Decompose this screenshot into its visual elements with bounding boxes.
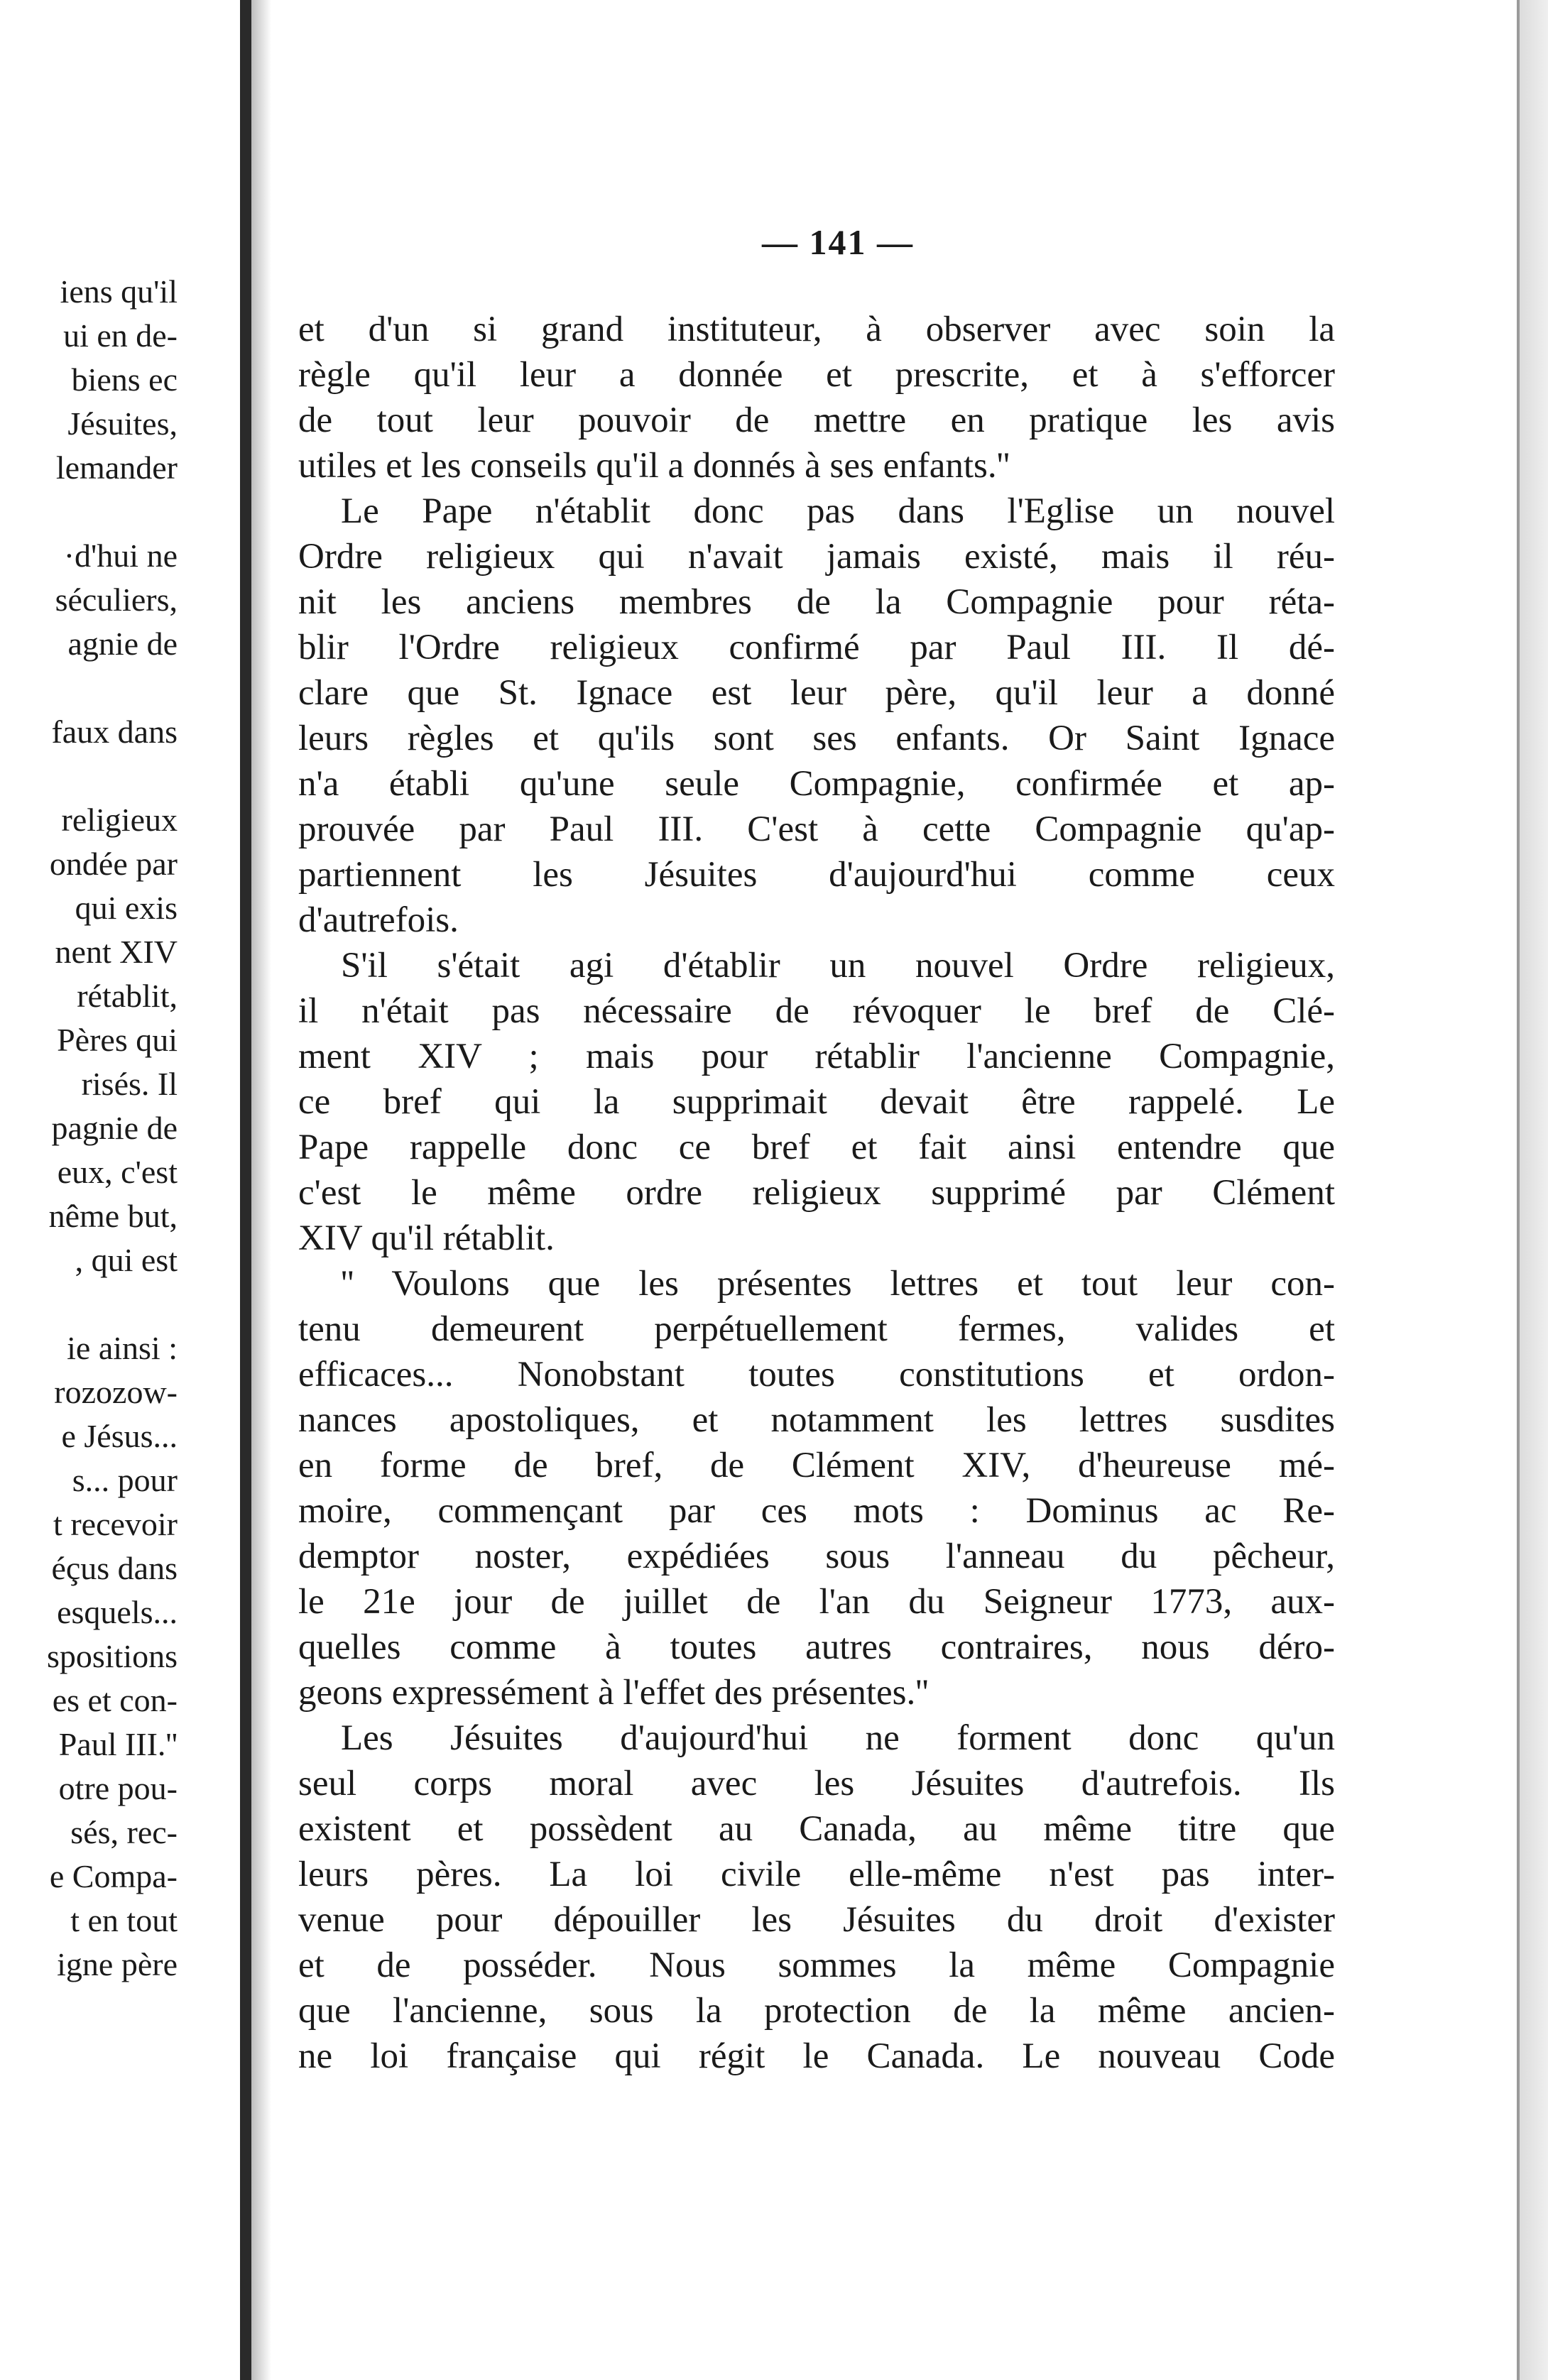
left-page-line: nême but, [48,1198,178,1234]
left-page-line: rétablit, [77,978,178,1014]
left-page-line: religieux [61,802,178,838]
left-page-line: t en tout [70,1902,178,1938]
text-line: tenu demeurent perpétuellement fermes, valides et [298,1309,1335,1349]
left-page-line: eux, c'est [57,1154,178,1190]
text-line: n'a établi qu'une seule Compagnie, confirmée et ap- [298,764,1335,804]
text-line: que l'ancienne, sous la protection de la même ancien- [298,1991,1335,2031]
text-line: moire, commençant par ces mots : Dominus ac Re- [298,1491,1335,1531]
left-page-line: lemander [55,449,178,486]
text-line: leurs pères. La loi civile elle-même n'est pas inter- [298,1855,1335,1894]
left-page-line: iens qu'il [60,273,178,310]
text-line: le 21e jour de juillet de l'an du Seigneur 1773, aux- [298,1582,1335,1622]
left-page-line: spositions [46,1638,178,1674]
left-page-line: , qui est [75,1242,178,1278]
text-line: règle qu'il leur a donnée et prescrite, et à s'efforcer [298,355,1335,395]
text-line: et d'un si grand instituteur, à observer avec soin la [298,310,1335,349]
left-page-line: t recevoir [53,1506,178,1542]
left-page-line: ie ainsi : [67,1330,178,1366]
left-page-line: igne père [57,1946,178,1982]
text-line: existent et possèdent au Canada, au même titre que [298,1809,1335,1849]
left-page-line: ·d'hui ne [63,537,178,574]
text-line: de tout leur pouvoir de mettre en pratique les avis [298,400,1335,440]
left-page-line: risés. Il [81,1066,178,1102]
left-page-line: Paul III.'' [58,1726,178,1762]
text-line: demptor noster, expédiées sous l'anneau du pêcheur, [298,1536,1335,1576]
left-page-line: ui en de- [63,317,178,354]
text-line: S'il s'était agi d'établir un nouvel Ordre religieux, [341,946,1335,986]
right-page-edge [1520,0,1548,2380]
text-line: Le Pape n'établit donc pas dans l'Eglise un nouvel [341,491,1335,531]
text-line: geons expressément à l'effet des présentes.'' [298,1673,929,1713]
text-line: ce bref qui la supprimait devait être rappelé. Le [298,1082,1335,1122]
left-page-line: otre pou- [58,1770,178,1806]
page-number: — 141 — [762,222,914,262]
left-page-line: sés, rec- [70,1814,178,1850]
text-line: partiennent les Jésuites d'aujourd'hui comme ceux [298,855,1335,895]
text-line: prouvée par Paul III. C'est à cette Compagnie qu'ap- [298,809,1335,849]
left-page-line: nent XIV [55,934,178,970]
text-line: Les Jésuites d'aujourd'hui ne forment donc qu'un [341,1718,1335,1758]
text-line: et de posséder. Nous sommes la même Compagnie [298,1945,1335,1985]
left-page-line: éçus dans [51,1550,178,1586]
left-page-line: ondée par [49,846,178,882]
text-line: leurs règles et qu'ils sont ses enfants. Or Saint Ignace [298,719,1335,758]
text-line: quelles comme à toutes autres contraires, nous déro- [298,1627,1335,1667]
left-page-line: e Compa- [49,1858,178,1894]
text-line: c'est le même ordre religieux supprimé par Clément [298,1173,1335,1213]
left-page-line: e Jésus... [61,1418,178,1454]
text-line: Pape rappelle donc ce bref et fait ainsi entendre que [298,1128,1335,1167]
text-line: '' Voulons que les présentes lettres et tout leur con- [341,1264,1335,1304]
text-line: blir l'Ordre religieux confirmé par Paul III. Il dé- [298,628,1335,667]
text-line: il n'était pas nécessaire de révoquer le bref de Clé- [298,991,1335,1031]
text-line: nit les anciens membres de la Compagnie pour réta- [298,582,1335,622]
text-line: ment XIV ; mais pour rétablir l'ancienne Compagnie, [298,1037,1335,1076]
left-page-line: Pères qui [57,1022,178,1058]
gutter-shadow [251,0,271,2380]
text-line: Ordre religieux qui n'avait jamais existé, mais il réu- [298,537,1335,577]
text-line: ne loi française qui régit le Canada. Le nouveau Code [298,2036,1335,2076]
left-page-line: rozozow- [54,1374,178,1410]
left-page-line: pagnie de [51,1110,178,1146]
right-page-text [298,307,1335,2079]
left-page-fragment [0,270,178,2116]
text-line: utiles et les conseils qu'il a donnés à ses enfants.'' [298,446,1010,486]
left-page-line: biens ec [71,361,178,398]
left-page-line: agnie de [67,626,178,662]
text-line: seul corps moral avec les Jésuites d'autrefois. Ils [298,1764,1335,1803]
text-line: en forme de bref, de Clément XIV, d'heureuse mé- [298,1446,1335,1485]
left-page-line: séculiers, [55,582,178,618]
text-line: efficaces... Nonobstant toutes constitutions et ordon- [298,1355,1335,1394]
text-line: XIV qu'il rétablit. [298,1218,555,1258]
left-page-line: s... pour [72,1462,178,1498]
text-line: venue pour dépouiller les Jésuites du droit d'exister [298,1900,1335,1940]
text-line: nances apostoliques, et notamment les lettres susdites [298,1400,1335,1440]
page-gutter [240,0,251,2380]
left-page-line: esquels... [57,1594,178,1630]
left-page-line: qui exis [75,890,178,926]
left-page-line: Jésuites, [67,405,178,442]
left-page-line: faux dans [51,714,178,750]
left-page-line: es et con- [52,1682,178,1718]
text-line: clare que St. Ignace est leur père, qu'il leur a donné [298,673,1335,713]
text-line: d'autrefois. [298,900,459,940]
